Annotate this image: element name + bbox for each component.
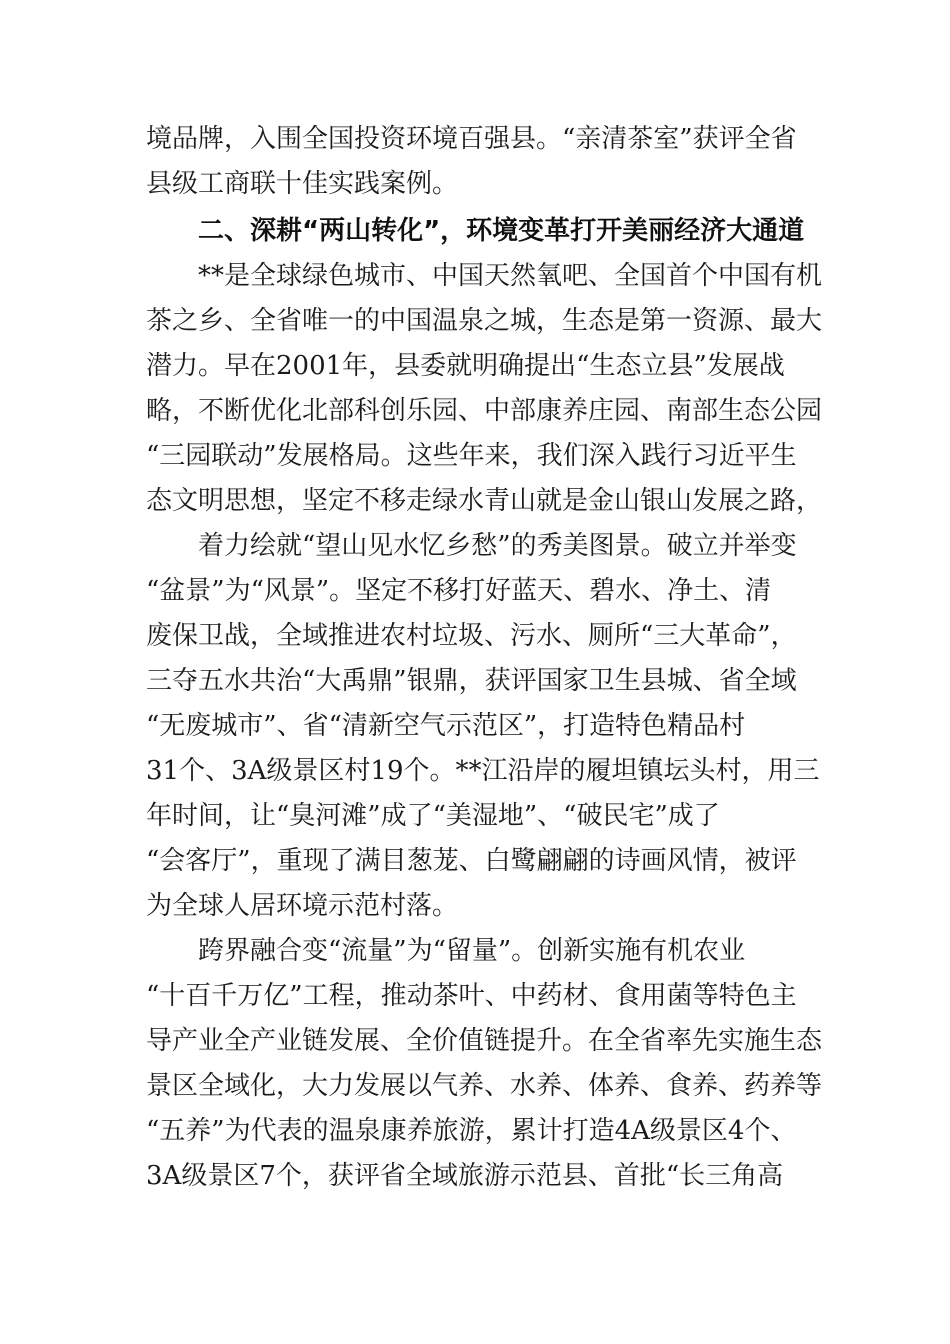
text-line: 态文明思想，坚定不移走绿水青山就是金山银山发展之路， bbox=[146, 486, 823, 516]
text-line: “五养”为代表的温泉康养旅游，累计打造4A级景区4个、 bbox=[146, 1116, 797, 1146]
text-line: 为全球人居环境示范村落。 bbox=[146, 891, 459, 921]
text-line: “十百千万亿”工程，推动茶叶、中药材、食用菌等特色主 bbox=[146, 981, 797, 1011]
text-line: “无废城市”、省“清新空气示范区”，打造特色精品村 bbox=[146, 711, 746, 741]
text-line: 年时间，让“臭河滩”成了“美湿地”、“破民宅”成了 bbox=[146, 801, 720, 831]
text-line: 三夺五水共治“大禹鼎”银鼎，获评国家卫生县城、省全域 bbox=[146, 666, 797, 696]
text-line: 县级工商联十佳实践案例。 bbox=[146, 169, 459, 199]
text-line: 着力绘就“望山见水忆乡愁”的秀美图景。破立并举变 bbox=[146, 531, 797, 561]
text-line: 废保卫战，全域推进农村垃圾、污水、厕所“三大革命”， bbox=[146, 621, 797, 651]
text-line: 潜力。早在2001年，县委就明确提出“生态立县”发展战 bbox=[146, 351, 785, 381]
text-line: 景区全域化，大力发展以气养、水养、体养、食养、药养等 bbox=[146, 1071, 823, 1101]
text-line: 茶之乡、全省唯一的中国温泉之城，生态是第一资源、最大 bbox=[146, 306, 823, 336]
text-line: 31个、3A级景区村19个。**江沿岸的履坦镇坛头村，用三 bbox=[146, 756, 820, 786]
text-line: “会客厅”，重现了满目葱茏、白鹭翩翩的诗画风情，被评 bbox=[146, 846, 797, 876]
text-line: 略，不断优化北部科创乐园、中部康养庄园、南部生态公园 bbox=[146, 396, 823, 426]
text-line: 3A级景区7个，获评省全域旅游示范县、首批“长三角高 bbox=[146, 1161, 784, 1191]
text-line: “盆景”为“风景”。坚定不移打好蓝天、碧水、净土、清 bbox=[146, 576, 772, 606]
text-line: “三园联动”发展格局。这些年来，我们深入践行习近平生 bbox=[146, 441, 797, 471]
text-line: **是全球绿色城市、中国天然氧吧、全国首个中国有机 bbox=[146, 261, 823, 291]
text-line: 导产业全产业链发展、全价值链提升。在全省率先实施生态 bbox=[146, 1026, 823, 1056]
text-line: 境品牌，入围全国投资环境百强县。“亲清茶室”获评全省 bbox=[146, 124, 797, 154]
text-line: 跨界融合变“流量”为“留量”。创新实施有机农业 bbox=[146, 936, 746, 966]
section-heading: 二、深耕“两山转化”，环境变革打开美丽经济大通道 bbox=[146, 216, 805, 246]
